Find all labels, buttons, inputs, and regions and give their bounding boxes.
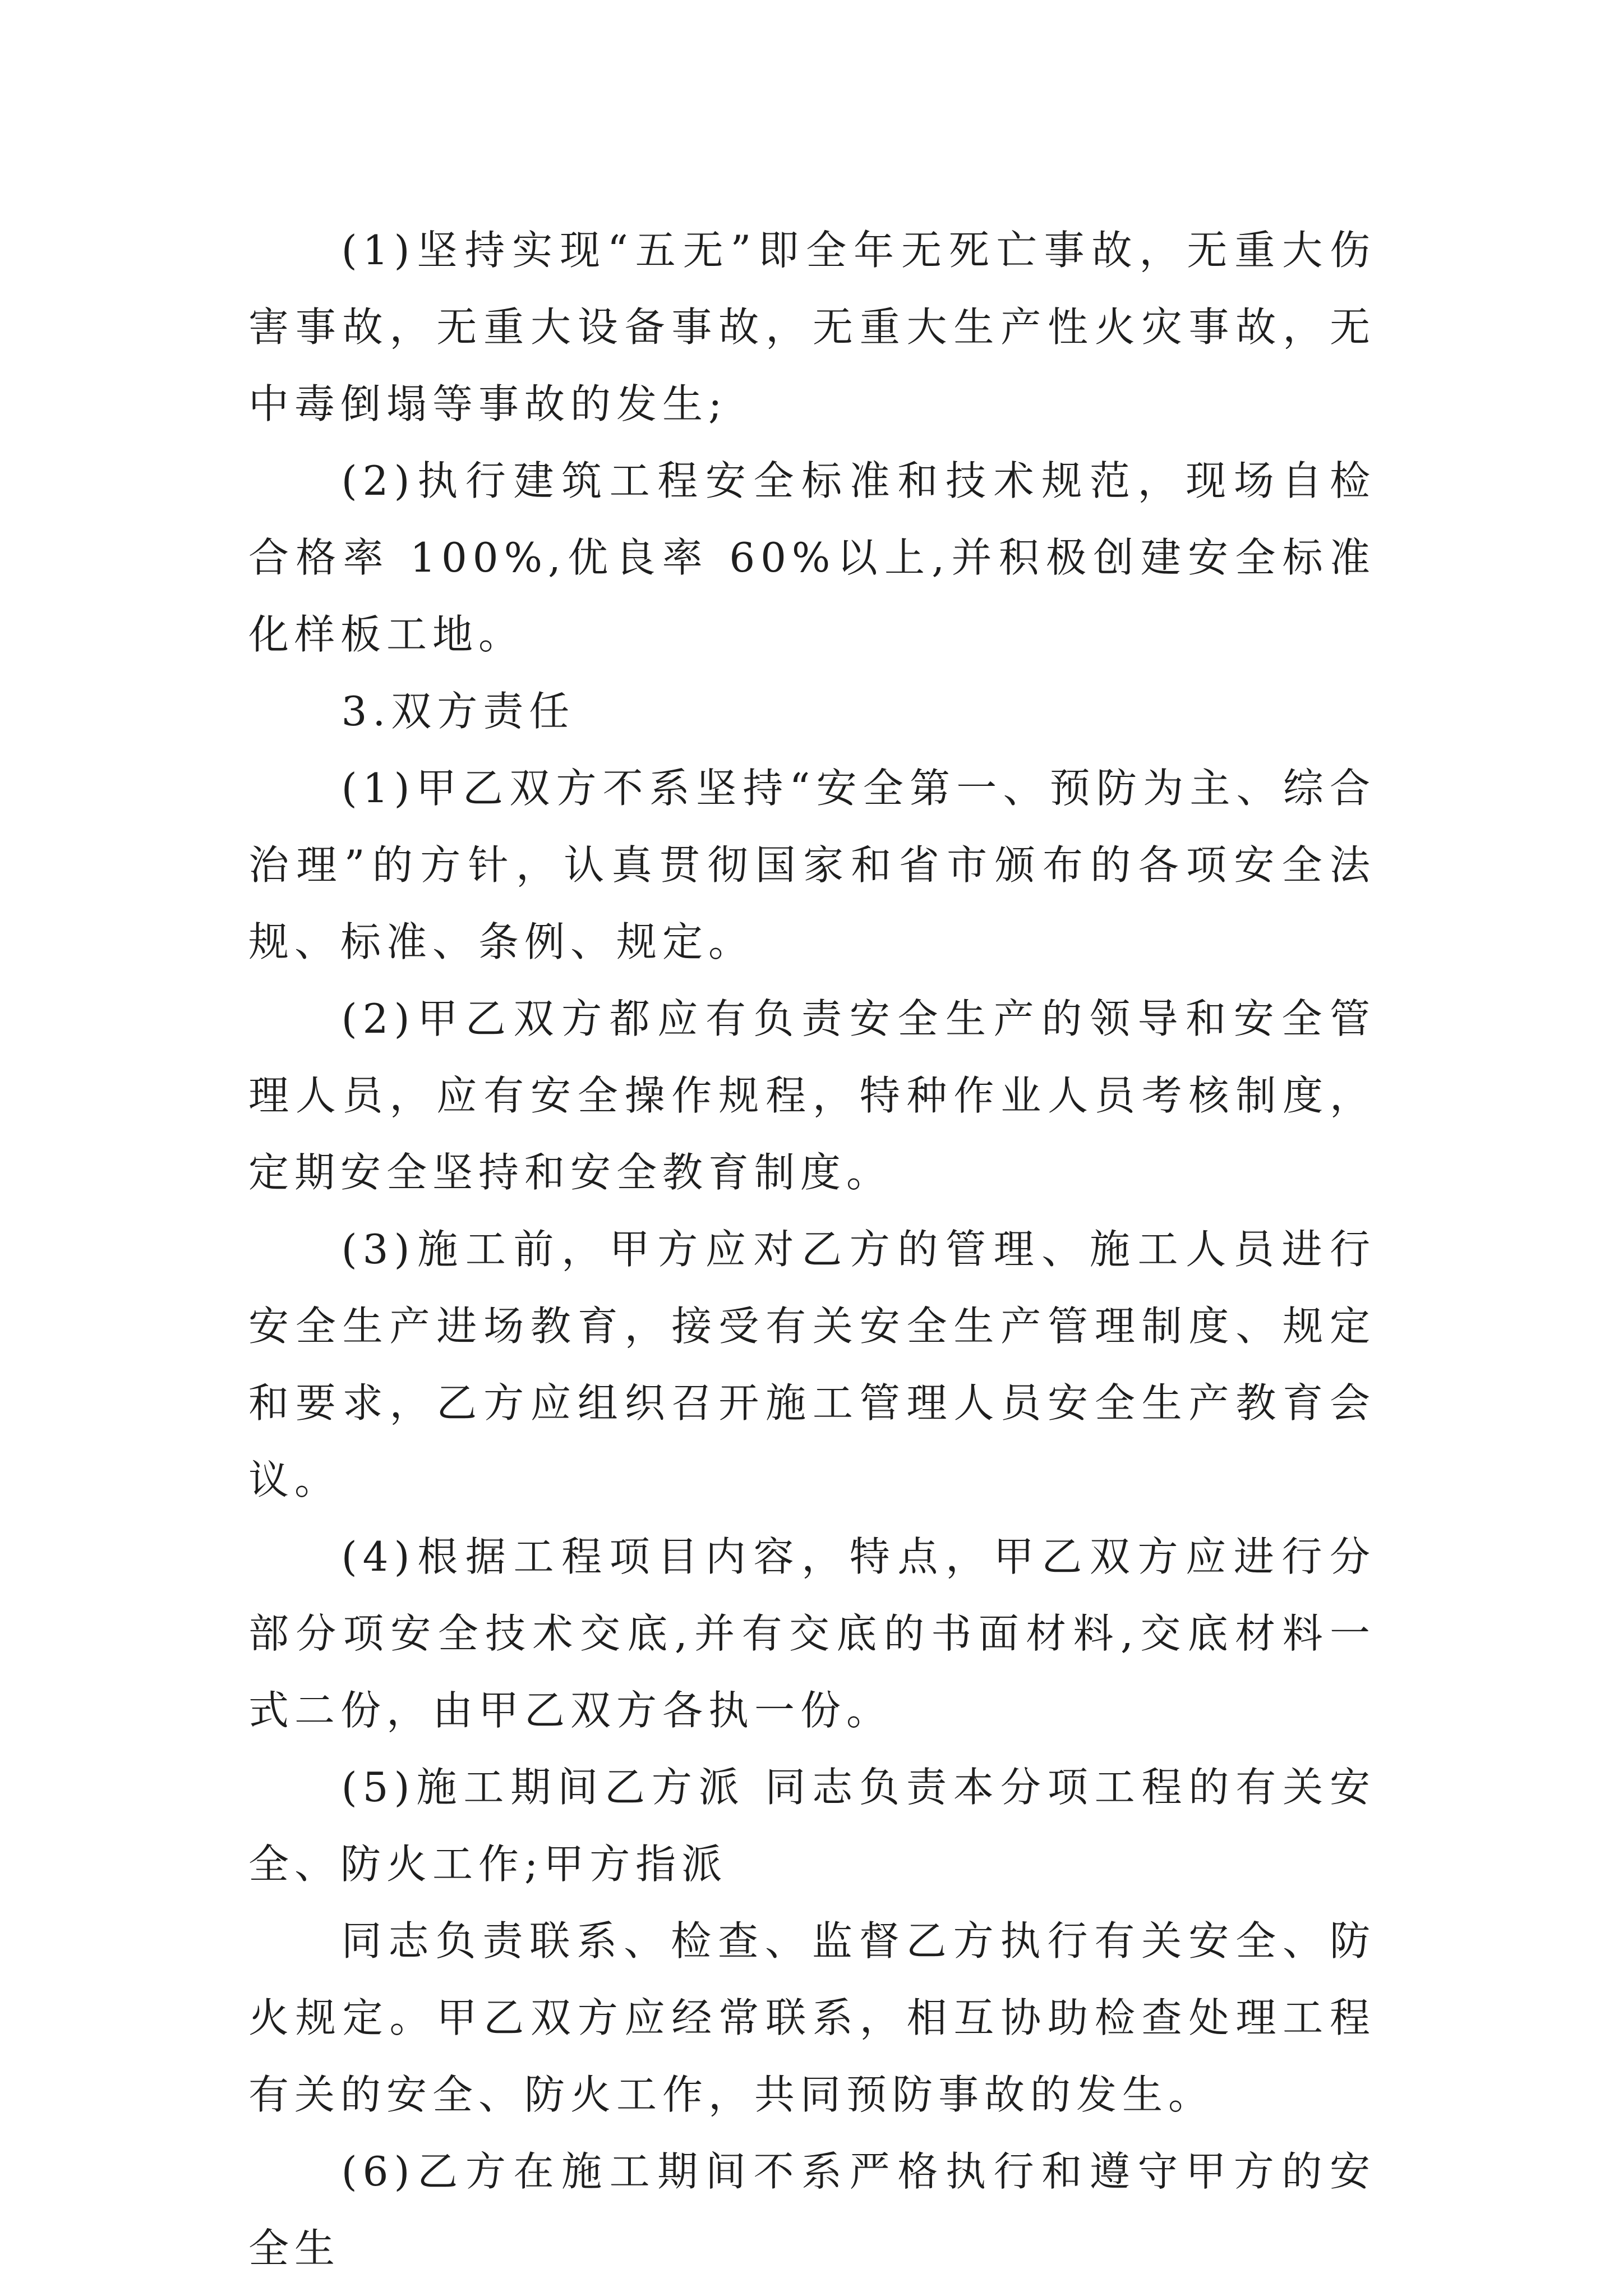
paragraph: (1)坚持实现“五无”即全年无死亡事故，无重大伤害事故，无重大设备事故，无重大生产性火灾事故，无中毒倒塌等事故的发生; (248, 227, 1376, 427)
paragraph: (1)甲乙双方不系坚持“安全第一、预防为主、综合治理”的方针，认真贯彻国家和省市颁布的各项安全法规、标准、条例、规定。 (248, 765, 1376, 965)
paragraph: (3)施工前，甲方应对乙方的管理、施工人员进行安全生产进场教育，接受有关安全生产管理制度、规定和要求，乙方应组织召开施工管理人员安全生产教育会议。 (248, 1226, 1376, 1503)
paragraph: (2)甲乙双方都应有负责安全生产的领导和安全管理人员，应有安全操作规程，特种作业人员考核制度，定期安全坚持和安全教育制度。 (248, 995, 1376, 1196)
paragraph: (6)乙方在施工期间不系严格执行和遵守甲方的安全生 (248, 2148, 1376, 2272)
paragraph: (2)执行建筑工程安全标准和技术规范，现场自检合格率 100%,优良率 60%以上,并积极创建安全标准化样板工地。 (248, 457, 1376, 658)
document-body (248, 212, 1376, 2287)
paragraph: (5)施工期间乙方派 同志负责本分项工程的有关安全、防火工作;甲方指派 (248, 1764, 1376, 1888)
paragraph: (4)根据工程项目内容，特点，甲乙双方应进行分部分项安全技术交底,并有交底的书面材料,交底材料一式二份，由甲乙双方各执一份。 (248, 1533, 1376, 1734)
paragraph: 同志负责联系、检查、监督乙方执行有关安全、防火规定。甲乙双方应经常联系，相互协助检查处理工程有关的安全、防火工作，共同预防事故的发生。 (248, 1917, 1376, 2118)
section-heading: 3.双方责任 (341, 688, 575, 735)
